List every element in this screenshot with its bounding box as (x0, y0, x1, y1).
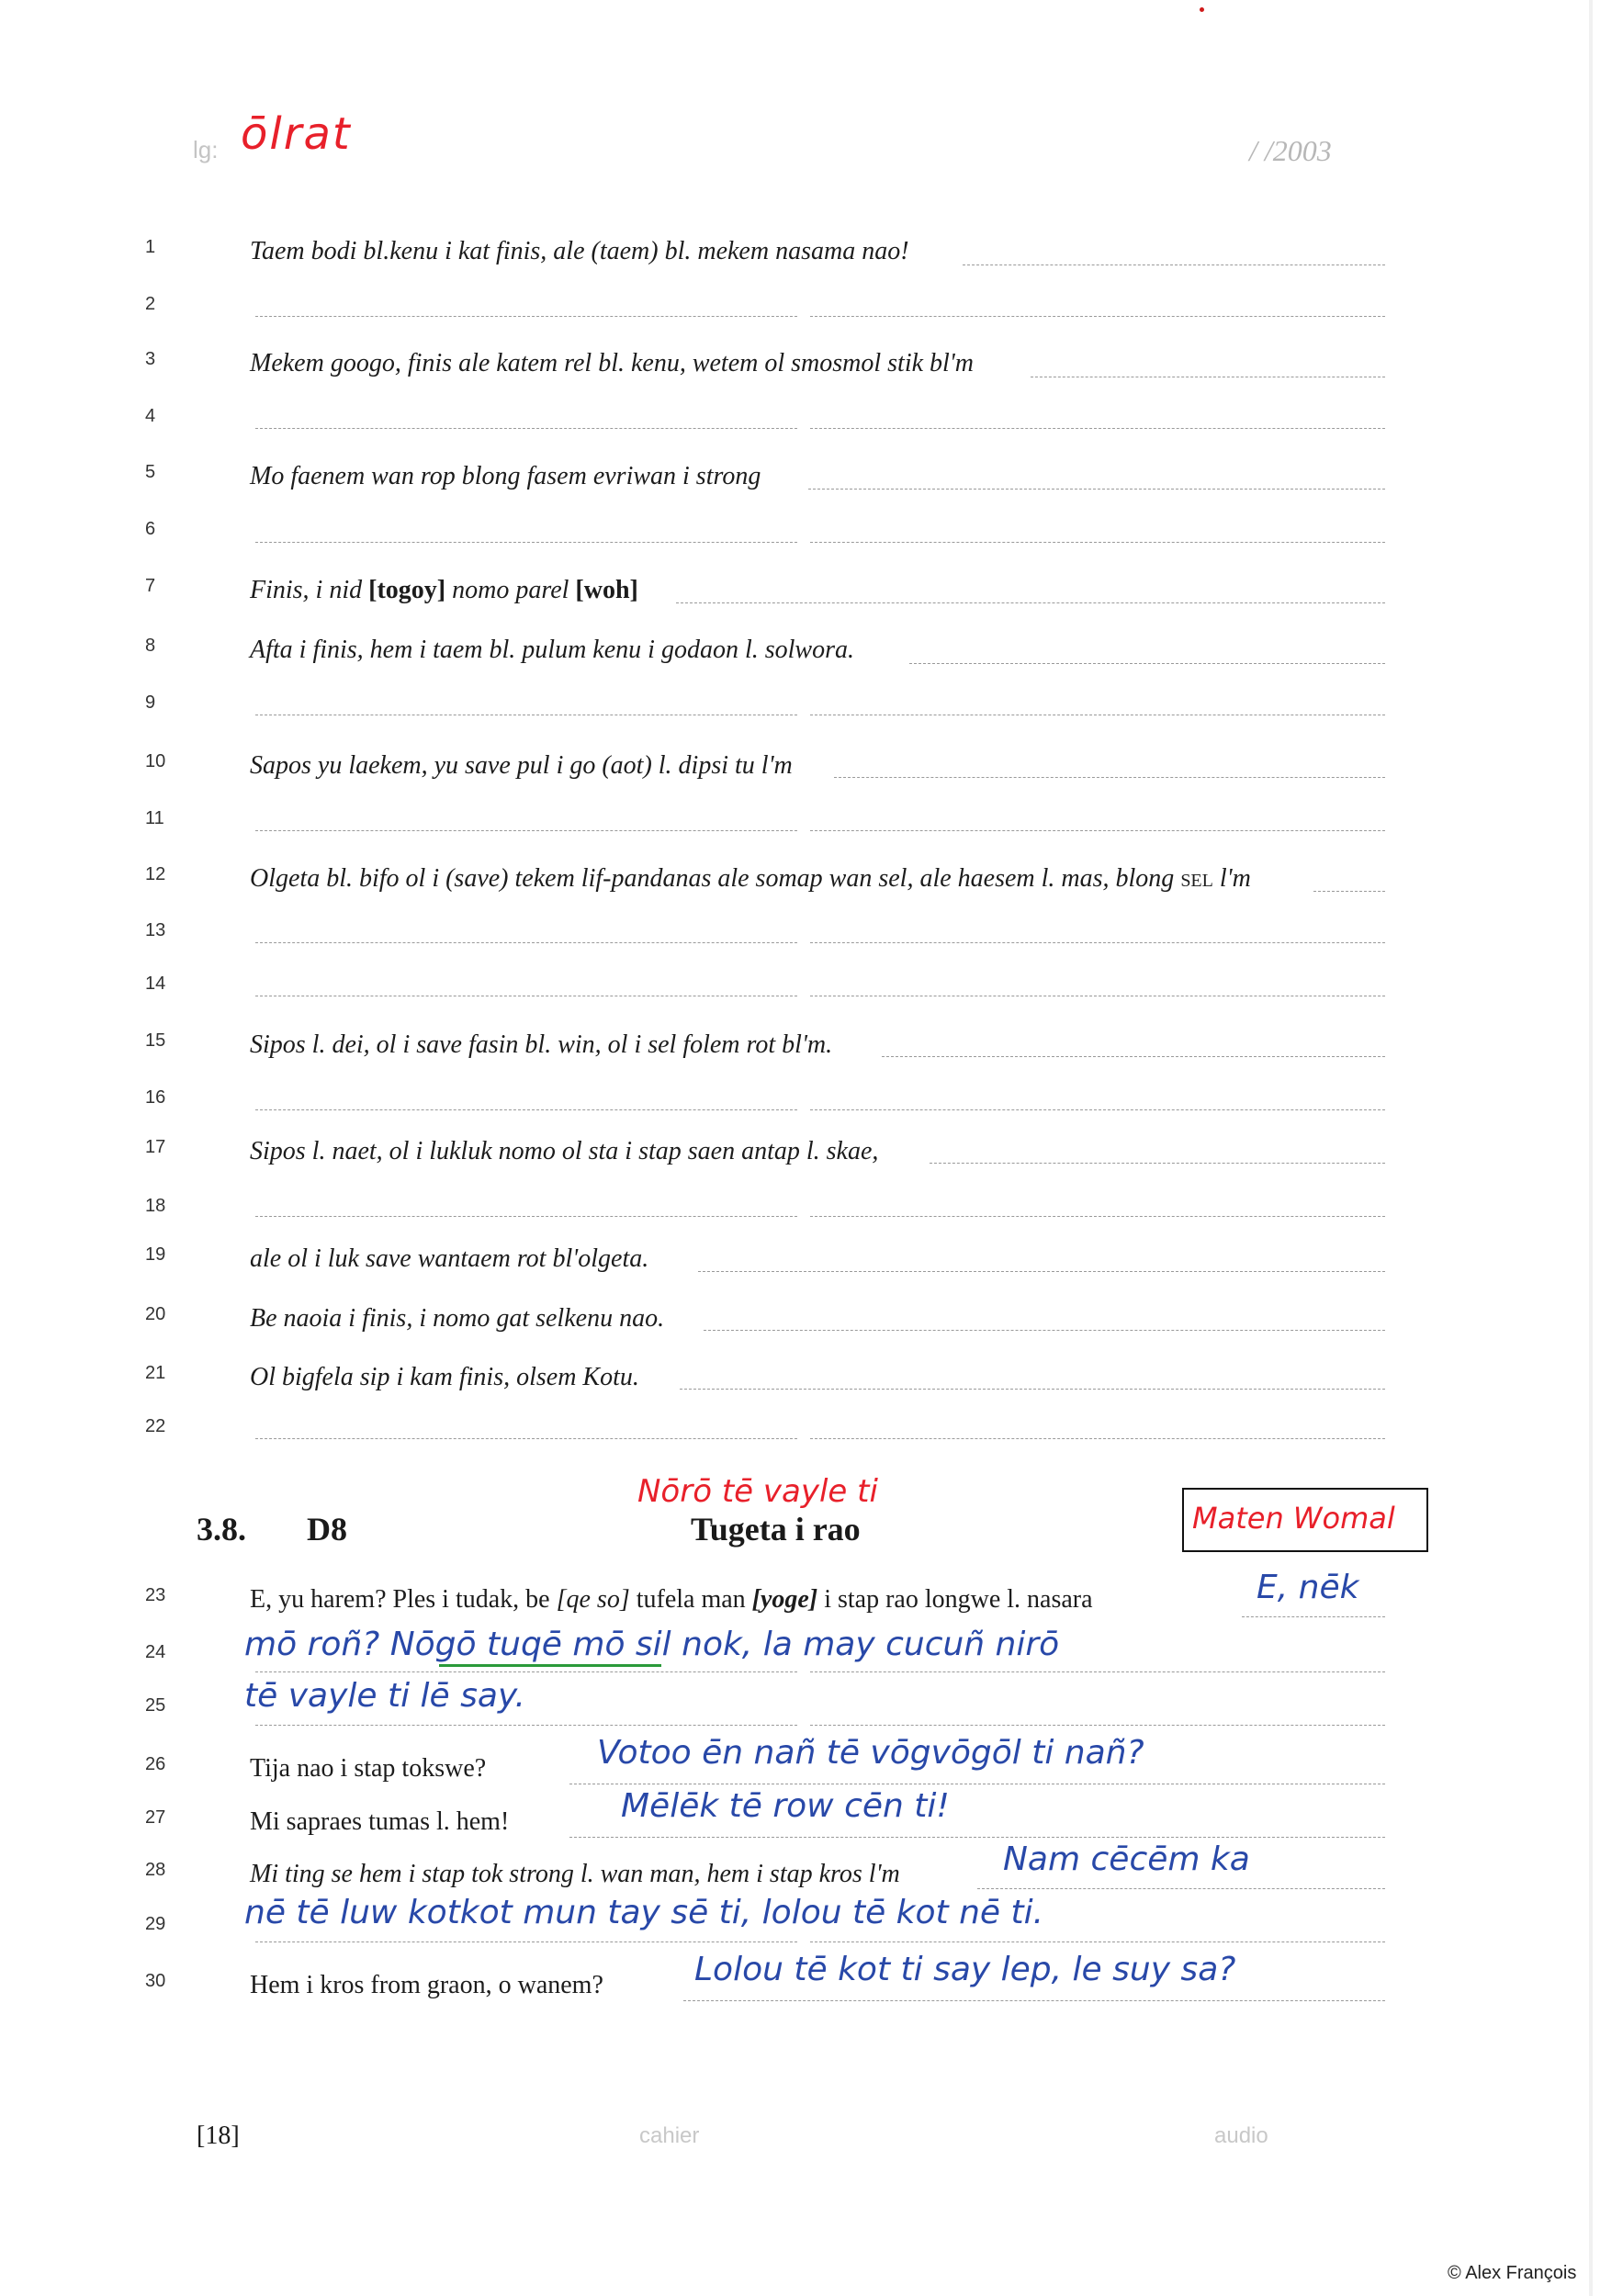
line-number: 4 (145, 406, 156, 426)
handwritten-translation: E, nēk (1257, 1569, 1359, 1606)
line-number: 1 (145, 237, 156, 257)
writing-line (963, 264, 1385, 265)
writing-line (255, 1725, 797, 1726)
speaker-name-handwritten: Maten Womal (1192, 1501, 1395, 1536)
line-number: 2 (145, 294, 156, 314)
line-number: 14 (145, 974, 166, 994)
line-number: 24 (145, 1642, 166, 1662)
line-number: 8 (145, 636, 156, 656)
writing-line (698, 1271, 1385, 1272)
writing-line (810, 830, 1385, 831)
line-number: 13 (145, 920, 166, 940)
writing-line (255, 316, 797, 317)
page-edge-shadow (1589, 0, 1593, 2296)
footer-audio: audio (1214, 2123, 1268, 2148)
line-number: 11 (145, 808, 164, 828)
red-handwritten-title: Nōrō tē vayle ti (637, 1473, 878, 1510)
line-number: 30 (145, 1971, 166, 1991)
line-number: 17 (145, 1137, 166, 1157)
line-text: Sapos yu laekem, yu save pul i go (aot) l. dipsi tu l'm (250, 751, 793, 780)
line-number: 3 (145, 349, 156, 369)
line-number: 29 (145, 1914, 166, 1934)
writing-line (810, 316, 1385, 317)
line-number: 15 (145, 1030, 166, 1051)
line-number: 10 (145, 751, 166, 771)
line-number: 25 (145, 1695, 166, 1716)
writing-line (834, 777, 1385, 778)
language-label: lg: (193, 136, 219, 163)
handwritten-translation: Nam cēcēm ka (1003, 1840, 1250, 1878)
writing-line (255, 1671, 797, 1672)
line-text: Hem i kros from graon, o wanem? (250, 1971, 603, 1999)
line-number: 20 (145, 1304, 166, 1324)
handwritten-translation: tē vayle ti lē say. (244, 1677, 525, 1715)
line-number: 23 (145, 1585, 166, 1605)
writing-line (704, 1330, 1385, 1331)
line-text: Mi sapraes tumas l. hem! (250, 1807, 510, 1836)
page-number: [18] (197, 2122, 240, 2150)
writing-line (255, 1109, 797, 1110)
line-number: 22 (145, 1416, 166, 1436)
handwritten-translation: nē tē luw kotkot mun tay sē ti, lolou tē kot nē ti. (244, 1894, 1044, 1931)
writing-line (569, 1837, 1385, 1838)
line-number: 12 (145, 864, 166, 884)
ink-dot (1200, 7, 1204, 12)
line-text: Finis, i nid [togoy] nomo parel [woh] (250, 576, 638, 604)
writing-line (676, 602, 1385, 603)
line-text: Mekem googo, finis ale katem rel bl. kenu, wetem ol smosmol stik bl'm (250, 349, 975, 377)
line-number: 27 (145, 1807, 166, 1828)
writing-line (810, 942, 1385, 943)
line-text: E, yu harem? Ples i tudak, be [qe so] tufela man [yoge] i stap rao longwe l. nasara (250, 1585, 1093, 1614)
writing-line (977, 1888, 1385, 1889)
line-number: 7 (145, 576, 156, 596)
writing-line (810, 542, 1385, 543)
section-code: D8 (307, 1511, 347, 1548)
writing-line (255, 542, 797, 543)
writing-line (909, 663, 1385, 664)
line-text: Sipos l. dei, ol i save fasin bl. win, ol i sel folem rot bl'm. (250, 1030, 833, 1059)
section-title: Tugeta i rao (691, 1511, 861, 1548)
date-field: / /2003 (1249, 134, 1332, 167)
line-text: Mo faenem wan rop blong fasem evriwan i strong (250, 462, 761, 490)
language-handwritten: ōlrat (241, 108, 352, 160)
line-number: 6 (145, 519, 156, 539)
handwritten-translation: Votoo ēn nañ tē vōgvōgōl ti nañ? (597, 1734, 1144, 1772)
writing-line (1313, 891, 1385, 892)
writing-line (255, 1438, 797, 1439)
writing-line (255, 1216, 797, 1217)
writing-line (255, 1941, 797, 1942)
line-text: Mi ting se hem i stap tok strong l. wan man, hem i stap kros l'm (250, 1860, 900, 1888)
line-number: 9 (145, 692, 156, 713)
handwritten-translation: mō roñ? Nōgō tuqē mō sil nok, la may cucuñ nirō (244, 1626, 1060, 1663)
writing-line (810, 1438, 1385, 1439)
line-number: 18 (145, 1196, 166, 1216)
line-text: ale ol i luk save wantaem rot bl'olgeta. (250, 1244, 649, 1273)
line-number: 28 (145, 1860, 166, 1880)
green-underline (439, 1664, 661, 1667)
writing-line (930, 1163, 1385, 1164)
writing-line (810, 1671, 1385, 1672)
writing-line (882, 1056, 1385, 1057)
line-number: 21 (145, 1363, 166, 1383)
writing-line (683, 2000, 1385, 2001)
line-number: 5 (145, 462, 156, 482)
section-number: 3.8. (197, 1511, 246, 1548)
line-text: Olgeta bl. bifo ol i (save) tekem lif-pandanas ale somap wan sel, ale haesem l. mas, blong sel l'm (250, 864, 1251, 893)
copyright-notice: © Alex François (1448, 2263, 1577, 2283)
writing-line (255, 830, 797, 831)
line-text: Taem bodi bl.kenu i kat finis, ale (taem) bl. mekem nasama nao! (250, 237, 909, 265)
writing-line (810, 1216, 1385, 1217)
footer-cahier: cahier (639, 2123, 700, 2148)
line-number: 19 (145, 1244, 166, 1265)
line-text: Tija nao i stap tokswe? (250, 1754, 487, 1783)
writing-line (808, 489, 1385, 490)
writing-line (255, 942, 797, 943)
writing-line (255, 428, 797, 429)
writing-line (680, 1389, 1385, 1390)
line-text: Be naoia i finis, i nomo gat selkenu nao. (250, 1304, 665, 1333)
writing-line (810, 428, 1385, 429)
line-text: Afta i finis, hem i taem bl. pulum kenu i godaon l. solwora. (250, 636, 854, 664)
line-text: Sipos l. naet, ol i lukluk nomo ol sta i stap saen antap l. skae, (250, 1137, 879, 1165)
handwritten-translation: Mēlēk tē row cēn ti! (621, 1787, 950, 1825)
handwritten-translation: Lolou tē kot ti say lep, le suy sa? (694, 1951, 1236, 1988)
line-number: 16 (145, 1087, 166, 1108)
line-number: 26 (145, 1754, 166, 1774)
writing-line (810, 1725, 1385, 1726)
writing-line (810, 1109, 1385, 1110)
writing-line (1242, 1616, 1385, 1617)
writing-line (810, 1941, 1385, 1942)
line-text: Ol bigfela sip i kam finis, olsem Kotu. (250, 1363, 639, 1391)
